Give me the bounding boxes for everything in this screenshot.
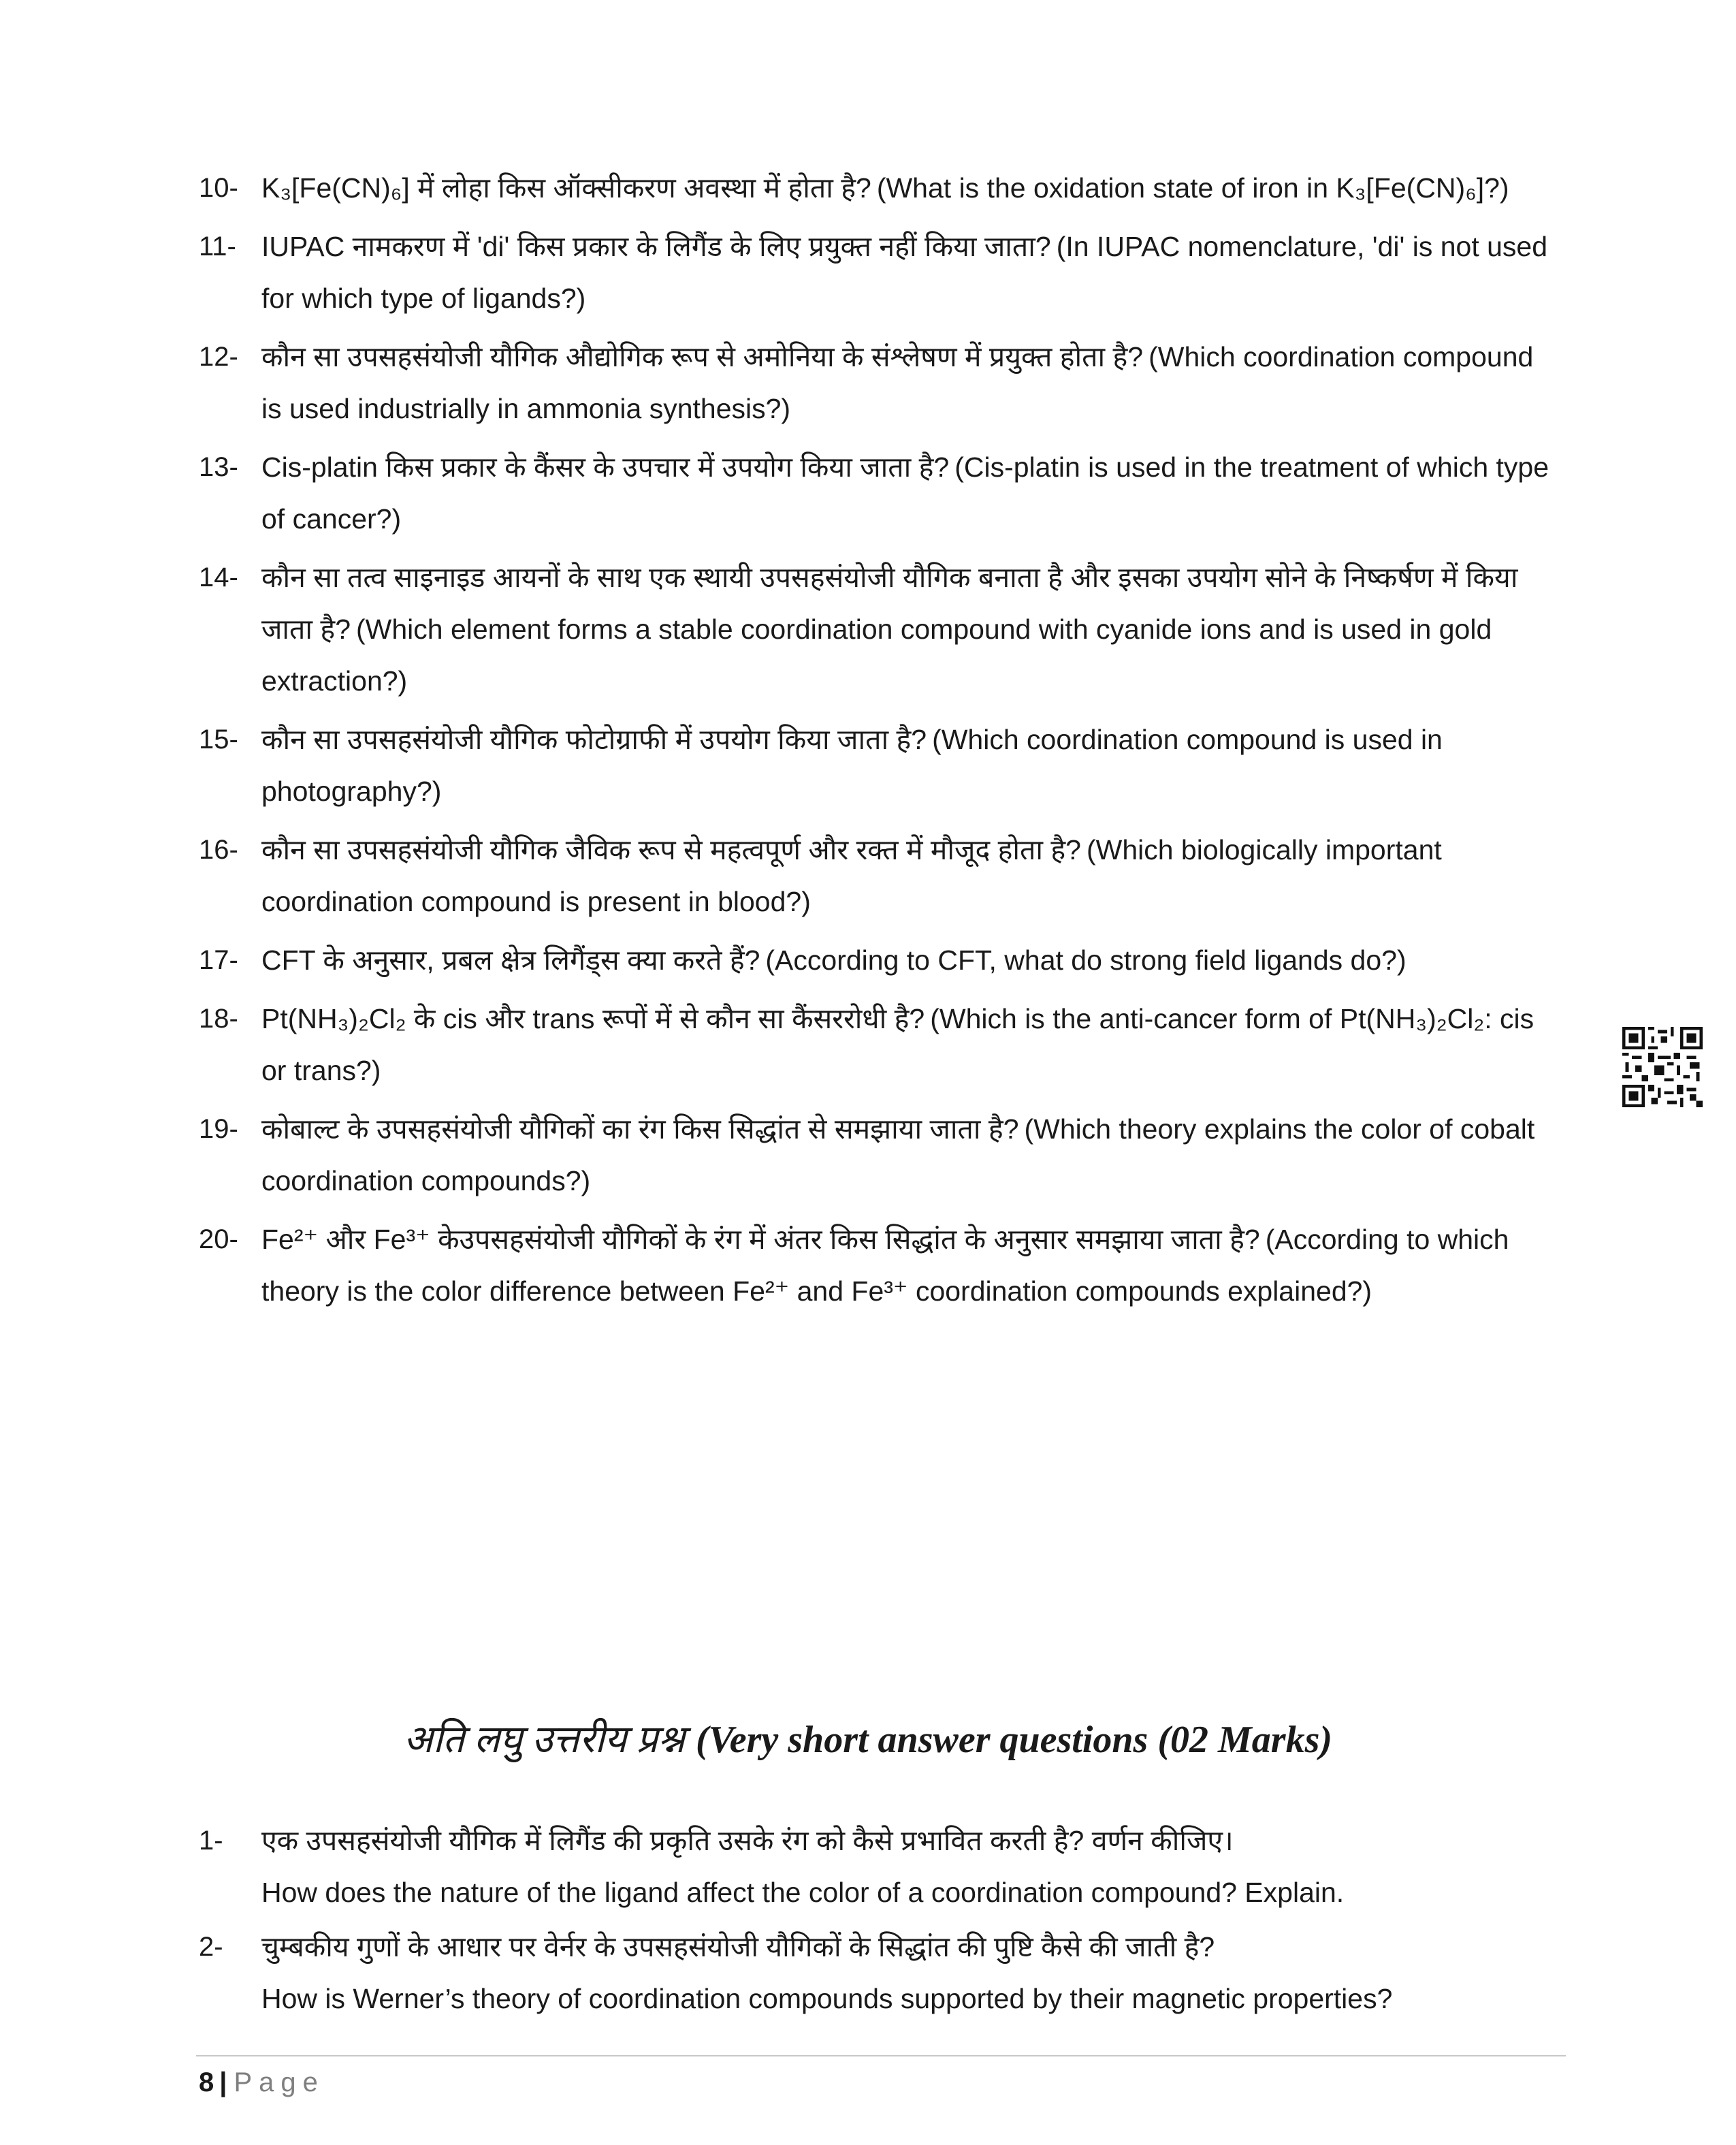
question-english: (Which biologically important coordination compound is present in blood?) [261,834,1442,917]
question-number: 10- [199,173,238,203]
question-hindi: कौन सा उपसहसंयोजी यौगिक जैविक रूप से महत्वपूर्ण और रक्त में मौजूद होता है? [261,834,1081,865]
question-hindi: Pt(NH₃)₂Cl₂ के cis और trans रूपों में से कौन सा कैंसररोधी है? [261,1003,925,1034]
question-hindi: चुम्बकीय गुणों के आधार पर वेर्नर के उपसहसंयोजी यौगिकों के सिद्धांत की पुष्टि कैसे की जाती है? [261,1931,1215,1963]
question-item [199,552,1560,707]
question-item [199,934,1560,986]
footer-separator: | [219,2067,227,2097]
question-list [199,162,1560,1324]
question-item [199,1213,1560,1317]
question-hindi: IUPAC नामकरण में 'di' किस प्रकार के लिगैंड के लिए प्रयुक्त नहीं किया जाता? [261,231,1051,262]
page-label: Page [234,2067,325,2097]
section-title [0,1716,1736,1764]
question-english: (Which coordination compound is used industrially in ammonia synthesis?) [261,341,1534,424]
question-english: (Cis-platin is used in the treatment of which type of cancer?) [261,451,1549,535]
question-item [199,331,1560,434]
page-footer [199,2063,325,2101]
question-english: (Which is the anti-cancer form of Pt(NH₃)₂Cl₂: cis or trans?) [261,1003,1534,1086]
question-number: 15- [199,725,238,754]
question-number: 11- [199,232,236,261]
footer-divider [196,2055,1566,2056]
question-number: 18- [199,1004,238,1034]
short-question-item [199,1815,1560,1918]
question-text [261,1815,1560,1918]
question-text [261,221,1560,324]
question-text [261,993,1560,1096]
question-hindi: कोबाल्ट के उपसहसंयोजी यौगिकों का रंग किस सिद्धांत से समझाया जाता है? [261,1113,1019,1145]
question-hindi: CFT के अनुसार, प्रबल क्षेत्र लिगैंड्स क्या करते हैं? [261,944,760,976]
question-number: 12- [199,342,238,372]
question-hindi: कौन सा उपसहसंयोजी यौगिक फोटोग्राफी में उपयोग किया जाता है? [261,724,927,755]
question-number: 16- [199,835,238,865]
short-question-list [199,1815,1560,2027]
question-hindi: एक उपसहसंयोजी यौगिक में लिगैंड की प्रकृति उसके रंग को कैसे प्रभावित करती है? वर्णन कीजिए। [261,1825,1234,1856]
question-english: How does the nature of the ligand affect the color of a coordination compound? Explain. [261,1877,1345,1908]
short-question-item [199,1921,1560,2024]
question-item [199,1103,1560,1207]
question-english: (Which coordination compound is used in photography?) [261,724,1443,807]
question-text [261,162,1560,214]
question-text [261,824,1560,927]
question-english: (What is the oxidation state of iron in K₃[Fe(CN)₆]?) [876,172,1509,204]
question-english: (In IUPAC nomenclature, 'di' is not used for which type of ligands?) [261,231,1548,314]
question-hindi: Cis-platin किस प्रकार के कैंसर के उपचार में उपयोग किया जाता है? [261,451,950,483]
question-number: 13- [199,452,238,482]
question-number: 2- [199,1932,223,1962]
question-hindi: कौन सा उपसहसंयोजी यौगिक औद्योगिक रूप से अमोनिया के संश्लेषण में प्रयुक्त होता है? [261,341,1144,372]
question-hindi: K₃[Fe(CN)₆] में लोहा किस ऑक्सीकरण अवस्था में होता है? [261,172,871,204]
section-title-english: (Very short answer questions (02 Marks) [695,1719,1333,1761]
question-text [261,441,1560,545]
question-english: How is Werner’s theory of coordination compounds supported by their magnetic properties? [261,1983,1393,2014]
question-text [261,331,1560,434]
question-number: 1- [199,1826,223,1856]
question-number: 19- [199,1114,238,1144]
question-item [199,993,1560,1096]
page-number: 8 [199,2067,214,2097]
question-hindi: कौन सा तत्व साइनाइड आयनों के साथ एक स्थायी उपसहसंयोजी यौगिक बनाता है और इसका उपयोग सोने के निष्कर्षण में किया जाता है? [261,562,1518,645]
question-english: (According to which theory is the color difference between Fe²⁺ and Fe³⁺ coordination compounds explained?) [261,1224,1509,1307]
question-text [261,714,1560,817]
question-number: 20- [199,1224,238,1254]
question-text [261,1213,1560,1317]
question-number: 14- [199,562,238,592]
question-item [199,221,1560,324]
question-hindi: Fe²⁺ और Fe³⁺ केउपसहसंयोजी यौगिकों के रंग में अंतर किस सिद्धांत के अनुसार समझाया जाता है? [261,1224,1260,1255]
question-number: 17- [199,945,238,975]
question-english: (According to CFT, what do strong field ligands do?) [765,944,1407,976]
question-text [261,1103,1560,1207]
question-item [199,162,1560,214]
section-title-hindi: अति लघु उत्तरीय प्रश्न [403,1719,685,1761]
question-text [261,1921,1560,2024]
question-text [261,552,1560,707]
question-english: (Which element forms a stable coordination compound with cyanide ions and is used in gold extraction?) [261,614,1492,697]
question-item [199,824,1560,927]
question-item [199,714,1560,817]
qr-code-icon [1622,1027,1703,1107]
question-english: (Which theory explains the color of cobalt coordination compounds?) [261,1113,1535,1196]
question-item [199,441,1560,545]
question-text [261,934,1560,986]
